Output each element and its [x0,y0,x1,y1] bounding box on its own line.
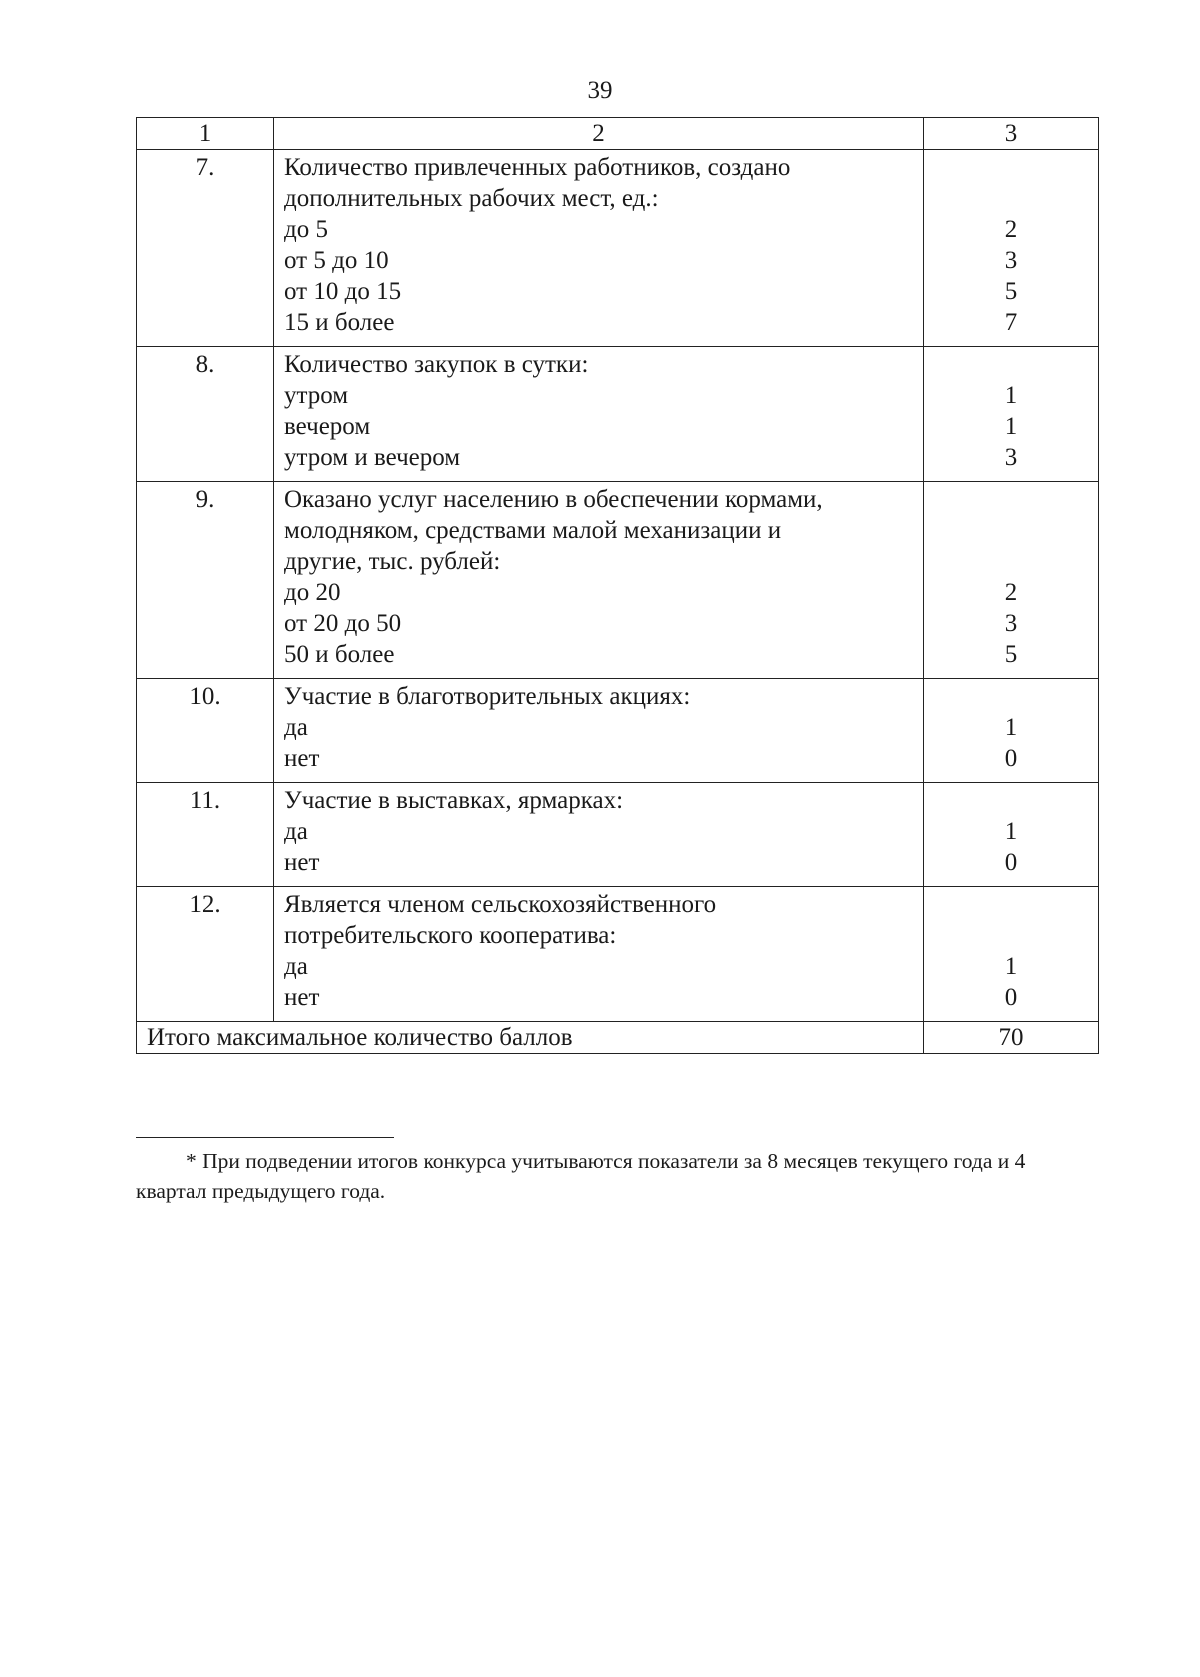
criteria-table [136,117,1099,1054]
option-score: 1 [1004,818,1018,845]
row-number: 10. [137,679,274,783]
criterion-title-line: дополнительных рабочих мест, ед.: [284,185,659,212]
criterion-description [274,482,924,679]
score-spacer [924,889,1098,920]
criterion-title-line: Количество закупок в сутки: [284,351,589,378]
option-label: утром [284,382,349,409]
option-label: 50 и более [284,641,395,668]
option-label: вечером [284,413,371,440]
criterion-title-line: Участие в благотворительных акциях: [284,683,691,710]
option-score: 0 [1004,849,1018,876]
criterion-title-line: Является членом сельскохозяйственного [284,891,717,918]
option-score: 1 [1004,413,1018,440]
option-label: нет [284,984,320,1011]
option-label: от 5 до 10 [284,247,389,274]
option-label: нет [284,849,320,876]
score-column [924,150,1099,347]
criterion-title-line: потребительского кооператива: [284,922,617,949]
option-score: 3 [1004,610,1018,637]
table-header-row [137,118,1099,150]
total-row [137,1022,1099,1054]
option-score: 3 [1004,444,1018,471]
option-score: 0 [1004,984,1018,1011]
option-label: от 20 до 50 [284,610,402,637]
score-spacer [924,152,1098,183]
score-column [924,887,1099,1022]
table-row [137,679,1099,783]
score-spacer [924,515,1098,546]
total-value: 70 [924,1022,1099,1054]
score-spacer [924,920,1098,951]
table-row [137,347,1099,482]
table-row [137,887,1099,1022]
option-score: 5 [1004,278,1018,305]
option-label: утром и вечером [284,444,461,471]
header-cell-3: 3 [924,118,1099,150]
option-label: да [284,953,308,980]
score-column [924,783,1099,887]
total-label: Итого максимальное количество баллов [137,1022,924,1054]
score-column [924,347,1099,482]
criterion-title-line: другие, тыс. рублей: [284,548,501,575]
option-score: 0 [1004,745,1018,772]
score-spacer [924,785,1098,816]
table-row [137,150,1099,347]
option-score: 2 [1004,579,1018,606]
option-score: 3 [1004,247,1018,274]
header-cell-2: 2 [274,118,924,150]
table-row [137,482,1099,679]
score-spacer [924,681,1098,712]
option-score: 2 [1004,216,1018,243]
score-spacer [924,183,1098,214]
option-score: 1 [1004,714,1018,741]
criterion-description [274,150,924,347]
option-label: нет [284,745,320,772]
option-score: 1 [1004,382,1018,409]
row-number: 12. [137,887,274,1022]
score-spacer [924,484,1098,515]
row-number: 7. [137,150,274,347]
footnote-separator [136,1137,394,1138]
option-label: до 5 [284,216,328,243]
row-number: 8. [137,347,274,482]
criterion-description [274,679,924,783]
table-row [137,783,1099,887]
option-score: 5 [1004,641,1018,668]
criterion-description [274,347,924,482]
footnote: * При подведении итогов конкурса учитываются показатели за 8 месяцев текущего года и 4 квартал предыдущего года. [136,1149,1026,1203]
option-label: да [284,818,308,845]
criterion-title-line: Оказано услуг населению в обеспечении кормами, [284,486,823,513]
score-column [924,679,1099,783]
option-label: от 10 до 15 [284,278,402,305]
criterion-description [274,887,924,1022]
option-score: 7 [1004,309,1018,336]
criterion-title-line: молодняком, средствами малой механизации и [284,517,782,544]
option-score: 1 [1004,953,1018,980]
row-number: 11. [137,783,274,887]
header-cell-1: 1 [137,118,274,150]
option-label: да [284,714,308,741]
score-spacer [924,546,1098,577]
row-number: 9. [137,482,274,679]
score-column [924,482,1099,679]
criterion-description [274,783,924,887]
option-label: до 20 [284,579,341,606]
score-spacer [924,349,1098,380]
criterion-title-line: Участие в выставках, ярмарках: [284,787,624,814]
option-label: 15 и более [284,309,395,336]
page-number: 39 [587,77,613,104]
criterion-title-line: Количество привлеченных работников, создано [284,154,791,181]
